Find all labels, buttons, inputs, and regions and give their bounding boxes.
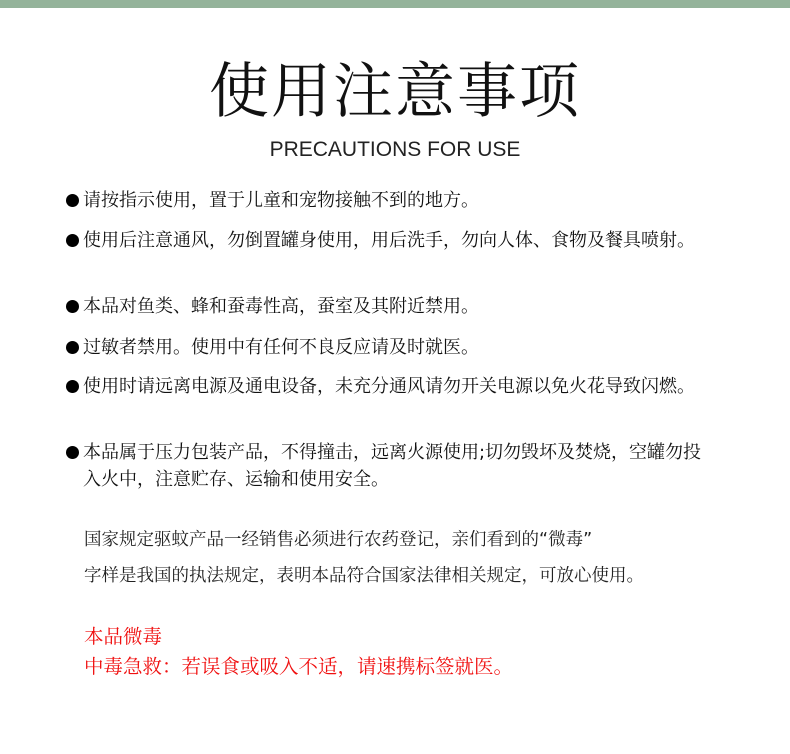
bullet-icon: [66, 234, 79, 247]
list-item: 请按指示使用，置于儿童和宠物接触不到的地方。: [66, 187, 746, 214]
list-item: 本品属于压力包装产品，不得撞击，远离火源使用;切勿毁坏及焚烧，空罐勿投入火中，注意贮存、运输和使用安全。: [66, 439, 746, 493]
page-title: 使用注意事项: [209, 57, 581, 127]
notice-line-2: 字样是我国的执法规定，表明本品符合国家法律相关规定，可放心使用。: [84, 566, 644, 586]
warning-line-2: 中毒急救：若误食或吸入不适，请速携标签就医。: [84, 655, 514, 678]
list-item: 使用后注意通风，勿倒置罐身使用，用后洗手，勿向人体、食物及餐具喷射。: [66, 227, 746, 254]
bullet-icon: [66, 194, 79, 207]
bullet-icon: [66, 380, 79, 393]
warning-line-1: 本品微毒: [84, 625, 163, 648]
bullet-icon: [66, 300, 79, 313]
list-item: 过敏者禁用。使用中有任何不良反应请及时就医。: [66, 334, 746, 361]
page-subtitle: PRECAUTIONS FOR USE: [269, 138, 521, 161]
bullet-icon: [66, 446, 79, 459]
bullet-icon: [66, 341, 79, 354]
notice-line-1: 国家规定驱蚊产品一经销售必须进行农药登记，亲们看到的“微毒”: [84, 530, 593, 550]
list-item: 本品对鱼类、蜂和蚕毒性高，蚕室及其附近禁用。: [66, 293, 746, 320]
top-accent-bar: [0, 0, 790, 8]
list-item: 使用时请远离电源及通电设备，未充分通风请勿开关电源以免火花导致闪燃。: [66, 373, 746, 400]
